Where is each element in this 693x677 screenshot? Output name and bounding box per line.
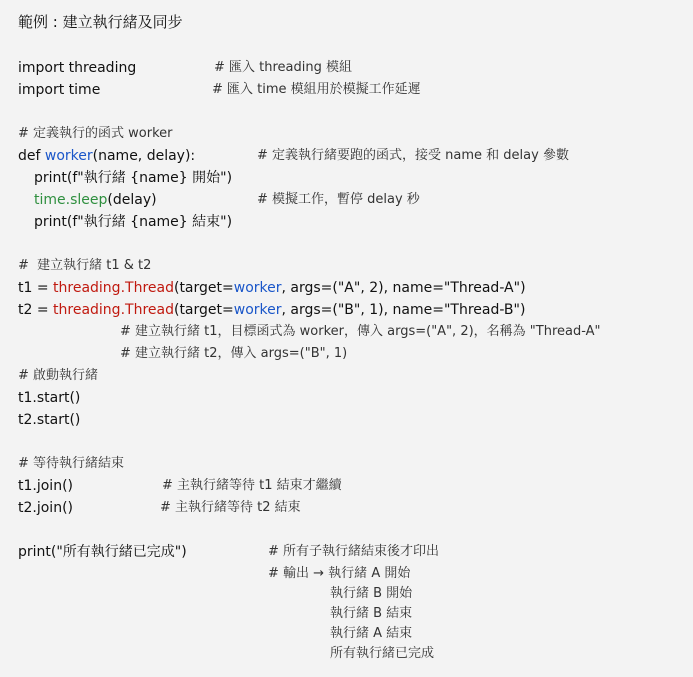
- code-line-sleep: [34, 190, 157, 210]
- target-worker: worker: [233, 280, 282, 296]
- output-line: 執行緒 B 結束: [330, 606, 413, 621]
- def-params: (name, delay):: [92, 148, 196, 164]
- class-threading-thread: threading.Thread: [53, 280, 174, 296]
- comment-define-worker: # 定義執行的函式 worker: [18, 126, 173, 141]
- t2-assign: t2 =: [18, 302, 54, 318]
- code-line-t1-join: t1.join(): [18, 478, 73, 494]
- target-worker: worker: [233, 302, 282, 318]
- t1-assign: t1 =: [18, 280, 54, 296]
- class-threading-thread: threading.Thread: [53, 302, 174, 318]
- code-line-print-start: print(f"執行緒 {name} 開始"): [34, 170, 233, 186]
- code-line-t2-create: [18, 300, 525, 320]
- code-line-import-time: import time: [18, 82, 101, 98]
- comment-create-threads: # 建立執行緒 t1 & t2: [18, 258, 152, 273]
- output-label: # 輸出 → 執行緒 A 開始: [268, 566, 411, 581]
- comment-import-threading: # 匯入 threading 模組: [214, 60, 353, 75]
- code-line-t2-start: t2.start(): [18, 412, 81, 428]
- code-line-t1-create: [18, 278, 526, 298]
- keyword-def: def: [18, 148, 45, 164]
- comment-t1-create: # 建立執行緒 t1，目標函式為 worker，傳入 args=("A", 2)，名稱為 "Thread-A": [120, 324, 601, 339]
- t1-args: , args=("A", 2), name="Thread-A"): [281, 280, 526, 296]
- call-time-sleep: time.sleep: [34, 192, 108, 208]
- t2-target-kw: (target=: [173, 302, 234, 318]
- t1-target-kw: (target=: [173, 280, 234, 296]
- comment-t2-join: # 主執行緒等待 t2 結束: [160, 500, 301, 515]
- code-line-import-threading: import threading: [18, 60, 137, 76]
- comment-start-threads: # 啟動執行緒: [18, 368, 99, 383]
- output-line: 執行緒 B 開始: [330, 586, 413, 601]
- comment-print-all: # 所有子執行緒結束後才印出: [268, 544, 440, 559]
- function-name-worker: worker: [44, 148, 93, 164]
- comment-t1-join: # 主執行緒等待 t1 結束才繼續: [162, 478, 342, 493]
- code-line-t1-start: t1.start(): [18, 390, 81, 406]
- sleep-args: (delay): [107, 192, 157, 208]
- comment-sleep: # 模擬工作，暫停 delay 秒: [257, 192, 420, 207]
- output-line: 執行緒 A 結束: [330, 626, 413, 641]
- code-line-print-all: print("所有執行緒已完成"): [18, 544, 187, 560]
- comment-t2-create: # 建立執行緒 t2，傳入 args=("B", 1): [120, 346, 348, 361]
- code-line-def-worker: [18, 146, 195, 166]
- example-title: 範例 : 建立執行緒及同步: [18, 13, 183, 31]
- comment-wait-threads: # 等待執行緒結束: [18, 456, 125, 471]
- output-line: 所有執行緒已完成: [330, 646, 435, 661]
- code-line-t2-join: t2.join(): [18, 500, 73, 516]
- code-line-print-end: print(f"執行緒 {name} 結束"): [34, 214, 233, 230]
- comment-def-worker: # 定義執行緒要跑的函式，接受 name 和 delay 參數: [257, 148, 569, 163]
- comment-import-time: # 匯入 time 模組用於模擬工作延遲: [212, 82, 421, 97]
- t2-args: , args=("B", 1), name="Thread-B"): [281, 302, 526, 318]
